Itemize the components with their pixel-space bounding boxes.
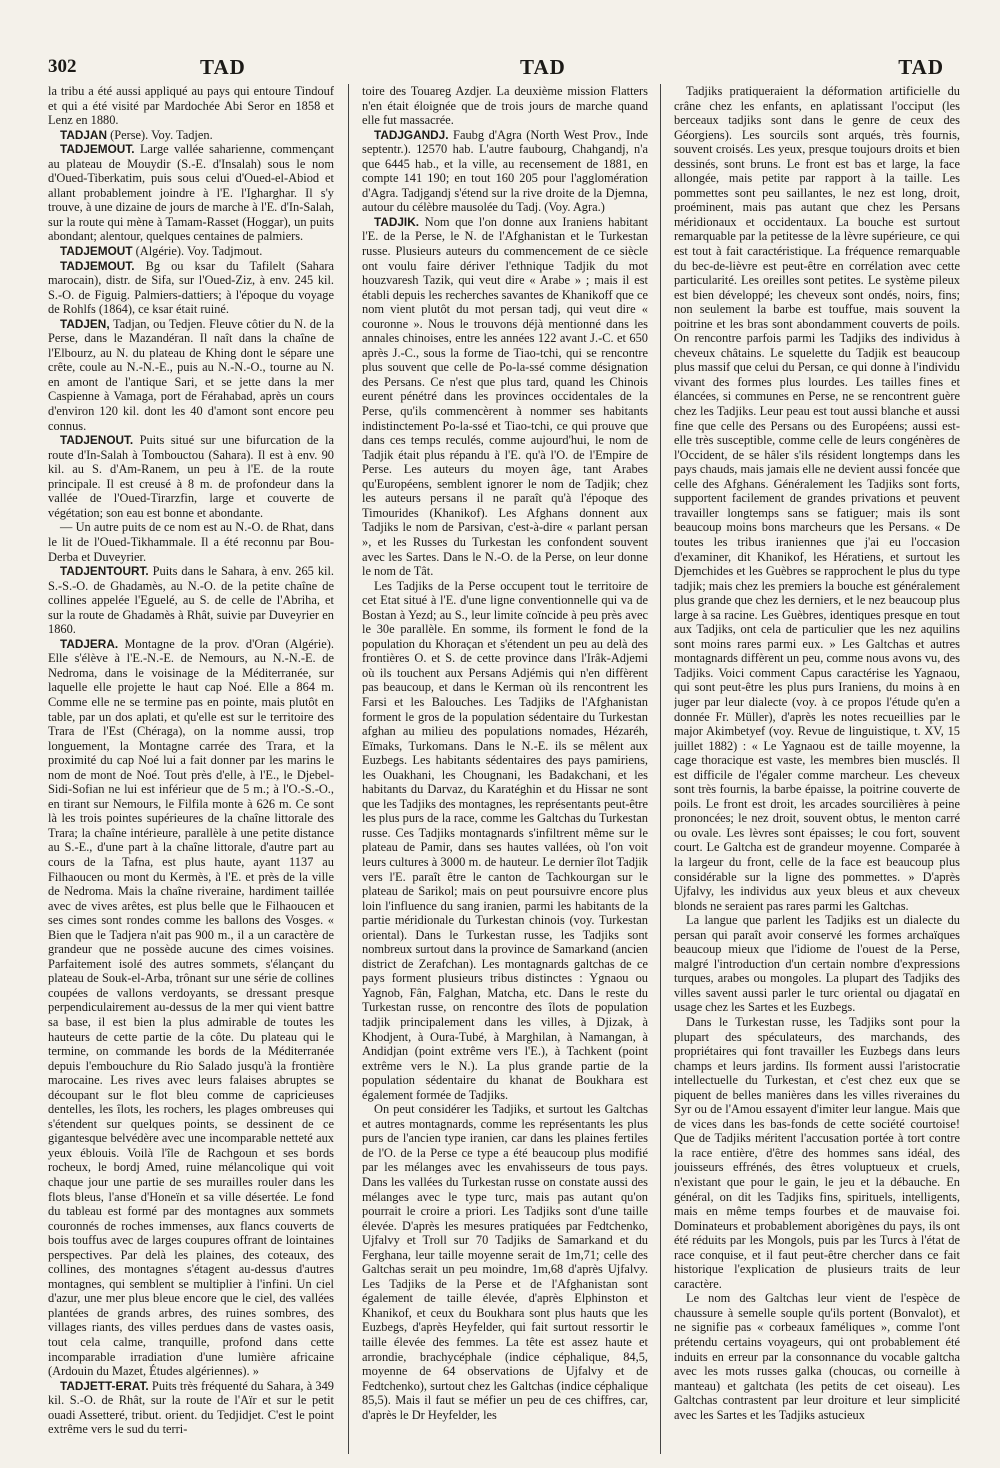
entry-text: (Algérie). Voy. Tadjmout. (132, 244, 263, 259)
entry-headword: TADJAN (60, 127, 107, 142)
entry-text: La langue que parlent les Tadjiks est un dialecte du persan qui paraît avoir conservé les formes archaïques beaucoup mieux que l'idiome de l'ouest de la Perse, malgré l'introduction d'un certain nombre d'expressions turques, arabes ou mongoles. La plupart des Tadjiks des villes savent aussi parler le turc oriental ou djagataï en usage chez les Sartes et les Euzbegs. (674, 913, 960, 1015)
entry-headword: TADJETT-ERAT. (60, 1378, 149, 1393)
entry-text: Puits très fréquenté du Sahara, à 349 kil. S.-O. de Rhât, sur la route de l'Aïr et sur le petit ouadi Assetteré, tribut. orient. du Tedjidjet. C'est le point extrême vers le sud du terri- (48, 1378, 334, 1437)
entry-headword: TADJEN, (60, 316, 110, 331)
paragraph (674, 84, 960, 913)
entry-headword: TADJEMOUT. (60, 258, 135, 273)
entry-text: Dans le Turkestan russe, les Tadjiks sont pour la plupart des spéculateurs, des marchands, des propriétaires qui font travailler les Euzbegs dans leurs champs et leurs jardins. Ils forment aussi l'aristocratie intellectuelle du Turkestan, et c'est chez eux que se piquent de belles manières dans les villes riveraines du Syr ou de l'Amou essayent d'imiter leur langue. Mais que de vices dans les bas-fonds de cette société courtoise! Que de Tadjiks méritent l'accusation portée à tort contre la race entière, d'être des hommes sans idéal, des jouisseurs effrénés, des êtres voluptueux et cruels, n'existant que pour le gain, le jeu et la débauche. En général, on dit les Tadjiks fins, spirituels, intelligents, mais en même temps fourbes et de mauvaise foi. Dominateurs et probablement aborigènes du pays, ils ont été réduits par les Mongols, puis par les Turcs à l'état de race conquise, et il faut peut-être chercher dans ce fait historique l'explication de plusieurs traits de leur caractère. (674, 1015, 960, 1291)
paragraph (48, 84, 334, 128)
entry-text: toire des Touareg Azdjer. La deuxième mission Flatters n'en était éloignée que de trois jours de marche quand elle fut massacrée. (362, 84, 648, 128)
entry-text: Bg ou ksar du Tafilelt (Sahara marocain), distr. de Sifa, sur l'Oued-Ziz, à env. 245 kil. S.-O. de Figuig. Palmiers-dattiers; à l'époque du voyage de Rohlfs (1864), ce ksar était ruiné. (48, 258, 334, 317)
dictionary-entry (48, 244, 334, 259)
column-divider (348, 84, 349, 1454)
entry-text: On peut considérer les Tadjiks, et surtout les Galtchas et autres montagnards, comme les représentants les plus purs de l'ancien type iranien, car dans les plaines fertiles de l'O. de la Perse ce type a été beaucoup plus modifié par les mélanges avec les envahisseurs de tous pays. Dans les vallées du Turkestan russe on constate aussi des mélanges avec le type turc, mais pas autant qu'on pourrait le croire a priori. Les Tadjiks sont d'une taille élevée. D'après les mesures pratiquées par Fedtchenko, Ujfalvy et Troll sur 70 Tadjiks de Samarkand et du Ferghana, leur taille moyenne serait de 1m,71; celle des Galtchas serait un peu moindre, 1m,68 d'après Ujfalvy. Les Tadjiks de la Perse et de l'Afghanistan sont également de taille élevée, d'après Elphinston et Khanikof, et ceux du Boukhara sont plus hauts que les Euzbegs, d'après Heyfelder, qui fait surtout ressortir le taille élevée des femmes. La tête est assez haute et arrondie, brachycéphale (indice céphalique, 84,5, moyenne de 64 observations de Ujfalvy et de Fedtchenko), surtout chez les Galtchas (indice céphalique 85,5). Mais il faut se méfier un peu de ces chiffres, car, d'après le Dr Heyfelder, les (362, 1102, 648, 1422)
entry-text: Faubg d'Agra (North West Prov., Inde septentr.). 12570 hab. L'autre faubourg, Chahgandj, n'a que 6445 hab., et la ville, au recensement de 1881, en compte 141 190; en tout 160 205 pour l'agglomération d'Agra. Tadjgandj s'étend sur la rive droite de la Djemna, autour du célèbre mausolée du Tadj. (Voy. Agra.) (362, 127, 648, 215)
paragraph (48, 520, 334, 564)
entry-headword: TADJENTOURT. (60, 564, 149, 579)
dictionary-entry (48, 142, 334, 244)
entry-text: Tadjan, ou Tedjen. Fleuve côtier du N. de la Perse, dans le Mazandéran. Il naît dans la chaîne de l'Elbourz, au N. du plateau de Khing dont le sépare une crête, coule au N.-N.-E., puis au N.-N.-O., tourne au N. en amont de l'antique Sari, et se jette dans la mer Caspienne à Vamaga, port de Férahabad, après un cours d'environ 120 kil. dont les 40 d'amont sont encore peu connus. (48, 316, 334, 433)
entry-text: Le nom des Galtchas leur vient de l'espèce de chaussure à semelle souple qu'ils portent (Bonvalot), et ne signifie pas « corbeaux faméliques », comme l'ont prétendu certains voyageurs, qui ont probablement été induits en erreur par la consonnance du vocable galtcha avec les mots russes galka (choucas, ou corneille à manteau) et galtchata (les petits de cet oiseau). Les Galtchas contrastent par leur droiture et leur simplicité avec les Sartes et les Tadjiks astucieux (674, 1291, 960, 1422)
entry-text: Puits situé sur une bifurcation de la route d'In-Salah à Tombouctou (Sahara). Il est à env. 90 kil. au S. d'Am-Ranem, un peu à l'E. de la route principale. Il est creusé à 8 m. de profondeur dans la vallée de l'Oued-Tirarzfin, large et couverte de végétation; son eau est bonne et abondante. (48, 433, 334, 520)
column-1 (48, 84, 334, 1462)
dictionary-entry (362, 128, 648, 215)
dictionary-entry (48, 564, 334, 637)
column-2 (362, 84, 648, 1462)
entry-headword: TADJIK. (374, 214, 420, 229)
page-number: 302 (48, 56, 77, 77)
text-columns (48, 84, 960, 1464)
running-head-left: TAD (200, 54, 246, 79)
entry-text: Puits dans le Sahara, à env. 265 kil. S.-S.-O. de Ghadamès, au N.-O. de la petite chaîne de collines appelée l'Eguelé, au S. de celle de l'Abriha, et sur la route de Ghadamès à Rhât, suivie par Duveyrier en 1860. (48, 564, 334, 637)
paragraph (362, 579, 648, 1103)
running-head-right: TAD (898, 54, 944, 79)
entry-headword: TADJENOUT. (60, 433, 134, 448)
paragraph (362, 1102, 648, 1422)
paragraph (674, 1291, 960, 1422)
dictionary-entry (362, 215, 648, 579)
entry-text: Nom que l'on donne aux Iraniens habitant l'E. de la Perse, le N. de l'Afghanistan et le Turkestan russe. Plusieurs auteurs du commencement de ce siècle ont voulu faire dériver l'ethnique Tadjik du mot houzvaresh Tazik, qui veut dire « Arabe » ; mais il est établi depuis les recherches savantes de Khanikoff que ce nom vient plutôt du mot persan tadj, qui veut dire « couronne ». Nous le trouvons déjà mentionné dans les annales chinoises, entre les années 122 avant J.-C. et 650 après J.-C., sous la forme de Tiao-tchi, qui se rencontre plus souvent que celle de Po-la-ssé comme désignation des Persans. Ce n'est que plus tard, quand les Chinois eurent pénétré dans les provinces occidentales de la Perse, qu'ils commencèrent à nommer ses habitants indistinctement Po-la-ssé et Tiao-tchi, ce qui prouve que dans ces temps reculés, comme aujourd'hui, le nom de Tadjik était plus répandu à l'E. qu'à l'O. de l'Empire de Perse. Les auteurs du moyen âge, tant Arabes qu'Européens, semblent ignorer le nom de Tadjik; chez les auteurs persans il ne paraît qu'à l'époque des Timourides (Khanikof). Les Afghans donnent aux Tadjiks le nom de Parsivan, c'est-à-dire « parlant persan », et les Russes du Turkestan les confondent souvent avec les Sartes. Dans le N.-O. de la Perse, on leur donne le nom de Tât. (362, 214, 648, 579)
entry-text: la tribu a été aussi appliqué au pays qui entoure Tindouf et qui a été visité par Mardochée Abi Seror en 1858 et Lenz en 1880. (48, 84, 334, 128)
entry-text: Tadjiks pratiqueraient la déformation artificielle du crâne chez les enfants, en aplatissant l'occiput (les berceaux tadjiks sont dans le genre de ceux des Géorgiens). Les sourcils sont arqués, très fournis, souvent croisés. Les yeux, presque toujours droits et bien dessinés, sont bruns. Le front est bas et large, la face allongée, mais petite par rapport à la taille. Les pommettes sont peu saillantes, le nez est long, droit, proéminent, mais pas autant que chez les Persans méridionaux et occidentaux. La bouche est surtout remarquable par la petitesse de la lèvre supérieure, ce qui est tout à fait caractéristique. La fréquence remarquable du bec-de-lièvre est peut-être en corrélation avec cette particularité. Les oreilles sont petites. Le système pileux est bien développé; les cheveux sont ondés, noirs, fins; non seulement la barbe est touffue, mais souvent la poitrine et les bras sont abondamment couverts de poils. On rencontre parfois parmi les Tadjiks des individus à cheveux châtains. Le squelette du Tadjik est beaucoup plus massif que celui du Persan, ce qui donne à l'individu vivant des formes plus lourdes. Les tailles fines et élancées, si communes en Perse, ne se rencontrent guère chez les Tadjiks. Leur peau est tout aussi blanche et aussi fine que celle des Persans ou des Européens; aussi est-elle très susceptible, comme celle de leurs congénères de l'Occident, de se hâler s'ils résident longtemps dans les pays chauds, mais jamais elle ne devient aussi foncée que celle des Afghans. Généralement les Tadjiks sont forts, supportent facilement de grandes privations et peuvent travailler longtemps sans se fatiguer; mais ils sont beaucoup moins bons marcheurs que les Persans. « De toutes les tribus iraniennes que j'ai eu l'occasion d'examiner, dit Khanikof, les Hératiens, et surtout les Djemchides et les Guèbres se rapprochent le plus du type tadjik; mais chez les premiers la bouche est généralement plus grande que chez les derniers, et le nez beaucoup plus large à sa racine. Les Guèbres, identiques presque en tout aux Tadjiks, ont cela de particulier que les nez aquilins sont moins rares parmi eux. » Les Galtchas et autres montagnards diffèrent un peu, comme nous avons vu, des Tadjiks. Voici comment Capus caractérise les Yagnaou, qui sont peut-être les plus purs Iraniens, du moins à en juger par leur dialecte (voy. à ce propos l'étude qu'en a donnée Fr. Müller), d'après les notes recueillies par le major Akimbetyef (voy. Revue de linguistique, t. XV, 15 juillet 1882) : « Le Yagnaou est de taille moyenne, la cage thoracique est vaste, les membres bien musclés. Il est difficile de l'égaler comme marcheur. Les cheveux sont très fournis, la barbe épaisse, la poitrine couverte de poils. Le front est droit, les arcades sourcilières à peine prononcées; le nez droit, souvent obtus, le menton carré ou ovale. Les lèvres sont épaisses; le cou fort, souvent court. Le Galtcha est de grandeur moyenne. Comparée à la largeur du front, celle de la face est beaucoup plus considérable sur la ligne des pommettes. » D'après Ujfalvy, les individus aux yeux bleus et aux cheveux blonds ne seraient pas rares parmi les Galtchas. (674, 84, 960, 913)
page-header (48, 50, 952, 84)
entry-text: — Un autre puits de ce nom est au N.-O. de Rhat, dans le lit de l'Oued-Tikhammale. Il a été reconnu par Bou-Derba et Duveyrier. (48, 520, 334, 564)
paragraph (674, 1015, 960, 1291)
column-divider (660, 84, 661, 1454)
dictionary-entry (48, 637, 334, 1379)
dictionary-entry (48, 433, 334, 520)
running-head-center: TAD (520, 54, 566, 79)
paragraph (362, 84, 648, 128)
column-3 (674, 84, 960, 1462)
dictionary-entry (48, 259, 334, 317)
dictionary-entry (48, 317, 334, 433)
dictionary-entry (48, 128, 334, 143)
entry-headword: TADJGANDJ. (374, 127, 449, 142)
entry-headword: TADJEMOUT. (60, 142, 135, 157)
entry-text: Large vallée saharienne, commençant au plateau de Mouydir (S.-E. d'Insalah) sous le nom d'Oued-Tiberkatim, puis sous celui d'Oued-el-Abiod et allant probablement joindre à l'E. l'Igharghar. Il s'y trouve, à une dizaine de jours de marche à l'E. d'In-Salah, sur la route qui mène à Tamam-Rasset (Hoggar), un puits abondant; alentour, quelques centaines de palmiers. (48, 142, 334, 244)
entry-headword: TADJERA. (60, 636, 119, 651)
entry-text: Montagne de la prov. d'Oran (Algérie). Elle s'élève à l'E.-N.-E. de Nemours, au N.-N.-E. de Nedroma, dans le voisinage de la Méditerranée, sur laquelle elle projette le haut cap Noé. Elle a 864 m. Comme elle ne se termine pas en pointe, mais plutôt en table, par un dos aplati, et qu'elle est sur le territoire des Trara de l'Est (Chéraga), on la nomme aussi, trop longuement, la Montagne carrée des Trara, et la proximité du cap Noé lui a fait donner par les marins le nom de mont de Noé. Tout près d'elle, à l'E., le Djebel-Sidi-Sofian ne lui est inférieur que de 5 m.; à l'O.-S.-O., en tirant sur Nemours, le Filfila monte à 626 m. Ce sont là les trois pointes supérieures de la chaîne littorale des Trara; la chaîne intérieure, parallèle à une petite distance au S.-E., d'une part à la chaîne littorale, d'autre part au cours de la Tafna, est plus haute, ayant 1137 au Filhaoucen ou mont du Kermès, à l'E. et près de la ville de Nedroma. Mais la chaîne riveraine, hardiment taillée avec de vives arêtes, est plus belle que le Filhaoucen et ses cimes sont rondes comme les ballons des Vosges. « Bien que le Tadjera n'ait pas 900 m., il a un caractère de grandeur que ne possède aucune des cimes voisines. Parfaitement isolé des autres sommets, s'élançant du plateau de Souk-el-Arba, trônant sur une série de collines coupées de vallons verdoyants, se dressant presque perpendiculairement au-dessus de la mer qui vient battre sa base, il est bien la plus admirable de toutes les hauteurs de cette partie de la côte. Du plateau qui le termine, on commande les bords de la Méditerranée depuis l'embouchure du Rio Salado jusqu'à la frontière marocaine. Les rives avec leurs falaises abruptes se découpant sur le flot bleu comme de capricieuses dentelles, les îlots, les rochers, les plages ombreuses qui s'étendent sur quelques points, se dessinent de ce gigantesque belvédère avec une incomparable netteté aux yeux éblouis. Voilà l'île de Rachgoun et ses bords rocheux, le bordj Amed, ruine mélancolique qui voit chaque jour une partie de ses murailles rouler dans les flots bleus, l'anse d'Honeïn et sa ville désertée. Le fond du tableau est formé par des montagnes aux sommets couronnés de roches immenses, aux flancs couverts de bois touffus avec de larges coupures offrant de lointaines perspectives. Par delà les plaines, des coteaux, des collines, des montagnes s'étagent au-dessus d'autres montagnes, qui semblent se multiplier à l'infini. Un ciel d'azur, une mer plus bleue encore que le ciel, des vallées plantées de grands arbres, des ruines sombres, des villages riants, des villes perdues dans de vastes oasis, tout cela calme, tranquille, profond dans cette incomparable irradiation d'une lumière africaine (Ardouin du Mazet, Études algériennes). » (48, 636, 334, 1379)
entry-headword: TADJEMOUT (60, 244, 133, 259)
entry-text: Les Tadjiks de la Perse occupent tout le territoire de cet Etat situé à l'E. d'une ligne conventionnelle qui va de Bostan à Yezd; au S., leur limite coïncide à peu près avec le 30e parallèle. En somme, ils forment le fond de la population du Khoraçan et s'étendent un peu au delà des frontières O. et S. de cette province dans l'Irâk-Adjemi où ils touchent aux Persans Adjémis qui n'en diffèrent pas beaucoup, et dans le Kerman où ils rencontrent les Farsi et les Balouches. Les Tadjiks de l'Afghanistan forment le gros de la population sédentaire du Turkestan afghan au milieu des populations nomades, Hézaréh, Eïmaks, Turkomans. Dans le N.-E. ils se mêlent aux Euzbegs. Les habitants sédentaires des pays pamiriens, les Ouakhani, les Chougnani, les Badakchani, et les habitants du Darvaz, du Karatéghin et du Hissar ne sont que les Tadjiks des montagnes, les représentants peut-être les plus purs de la race, comme les Galtchas du Turkestan russe. Ces Tadjiks montagnards s'infiltrent même sur le plateau de Pamir, dans ses hautes vallées, où l'on voit leurs cultures à 3000 m. de hauteur. Le dernier îlot Tadjik vers l'E. paraît être le canton de Tachkourgan sur le plateau de Sarikol; mais on peut poursuivre encore plus loin l'influence du sang iranien, parmi les habitants de la partie méridionale du Turkestan chinois (voy. Turkestan oriental). Dans le Turkestan russe, les Tadjiks sont nombreux surtout dans la province de Samarkand (ancien district de Zerafchan). Les montagnards galtchas de ce pays forment plusieurs tribus distinctes : Ygnaou ou Yagnob, Fân, Falghan, Matcha, etc. Dans le reste du Turkestan russe, on rencontre des îlots de population tadjik principalement dans les villes, à Djizak, à Khodjent, à Oura-Tubé, à Marghilan, à Namangan, à Andidjan (point extrême vers l'E.), à Tachkent (point extrême vers le N.). La plus grande partie de la population sédentaire du khanat de Boukhara est également formée de Tadjiks. (362, 578, 648, 1102)
entry-text: (Perse). Voy. Tadjen. (106, 127, 213, 142)
dictionary-entry (48, 1379, 334, 1437)
paragraph (674, 913, 960, 1015)
